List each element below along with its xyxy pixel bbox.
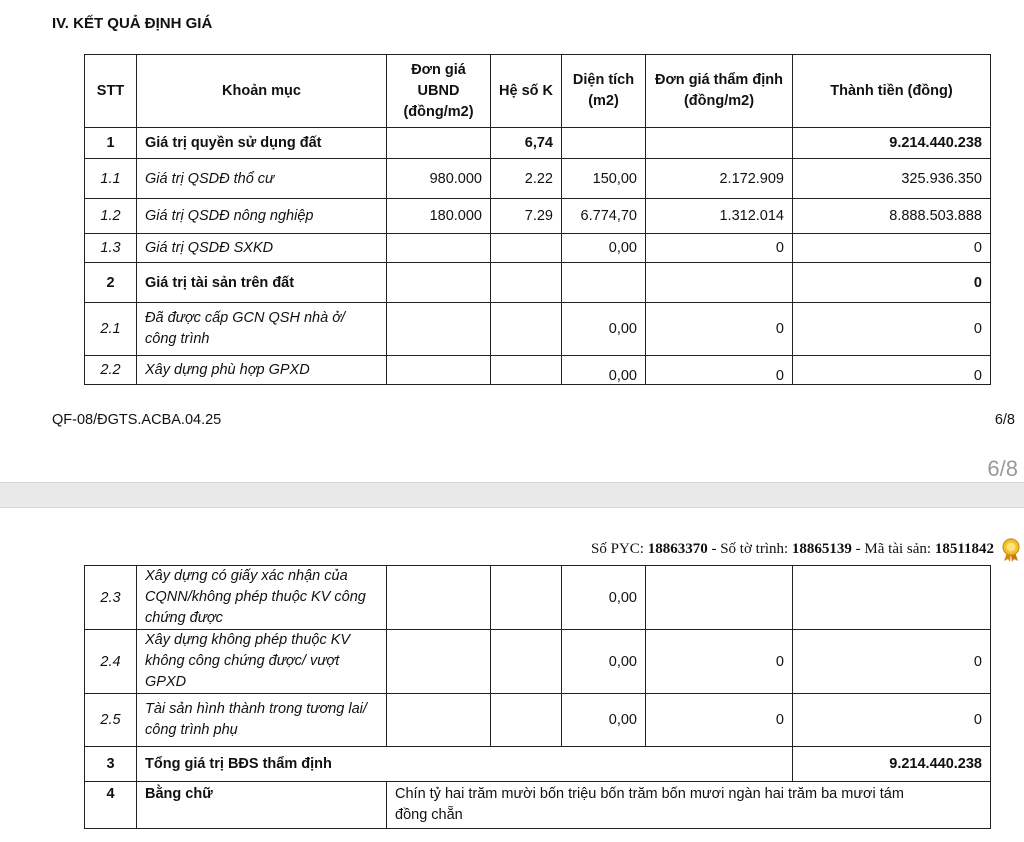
table-header-row — [85, 55, 991, 128]
row-don-gia: 180.000 — [387, 199, 491, 234]
row-item: Giá trị QSDĐ nông nghiệp — [137, 199, 387, 234]
row-don-gia-td — [646, 128, 793, 159]
row-thanh-tien: 0 — [793, 694, 991, 747]
total-stt: 3 — [85, 747, 137, 782]
row-thanh-tien: 0 — [793, 234, 991, 263]
row-dien-tich — [562, 128, 646, 159]
table-row — [85, 128, 991, 159]
table-row — [85, 566, 991, 630]
row-don-gia — [387, 234, 491, 263]
row-don-gia — [387, 303, 491, 356]
row-he-so — [491, 694, 562, 747]
row-thanh-tien: 325.936.350 — [793, 159, 991, 199]
pyc-label: Số PYC: — [591, 541, 648, 557]
row-don-gia-td — [646, 263, 793, 303]
row-item: Tài sản hình thành trong tương lai/ công trình phụ — [137, 694, 387, 747]
header-don-gia-ubnd: Đơn giá UBND (đồng/m2) — [387, 55, 491, 128]
row-thanh-tien: 0 — [793, 263, 991, 303]
row-don-gia-td: 0 — [646, 303, 793, 356]
table-row — [85, 356, 991, 385]
viewer-band — [0, 452, 1024, 482]
row-dien-tich — [562, 263, 646, 303]
row-he-so — [491, 234, 562, 263]
row-don-gia — [387, 356, 491, 385]
taisan-value: 18511842 — [934, 541, 994, 557]
gold-seal-icon — [1000, 538, 1022, 562]
form-code: QF-08/ĐGTS.ACBA.04.25 — [52, 412, 222, 428]
row-stt: 2.2 — [85, 356, 137, 385]
row-dien-tich: 0,00 — [562, 234, 646, 263]
row-don-gia — [387, 630, 491, 694]
row-don-gia-td: 0 — [646, 694, 793, 747]
row-dien-tich: 0,00 — [562, 566, 646, 630]
row-stt: 2.1 — [85, 303, 137, 356]
page-number: 6/8 — [994, 412, 1015, 428]
header-don-gia-tham-dinh: Đơn giá thẩm định (đồng/m2) — [646, 55, 793, 128]
row-thanh-tien: 0 — [793, 630, 991, 694]
total-row — [85, 747, 991, 782]
row-stt: 2.3 — [85, 566, 137, 630]
row-stt: 2 — [85, 263, 137, 303]
amount-in-words: Chín tỷ hai trăm mười bốn triệu bốn trăm bốn mươi ngàn hai trăm ba mươi tám đồng chẵn — [387, 782, 991, 829]
table-row — [85, 694, 991, 747]
table-row — [85, 263, 991, 303]
total-value: 9.214.440.238 — [793, 747, 991, 782]
row-item: Giá trị QSDĐ thổ cư — [137, 159, 387, 199]
totrinh-label: - Số tờ trình: — [707, 541, 792, 557]
table-row — [85, 630, 991, 694]
row-don-gia-td — [646, 566, 793, 630]
table-row — [85, 303, 991, 356]
header-stt: STT — [85, 55, 137, 128]
row-item: Giá trị tài sản trên đất — [137, 263, 387, 303]
words-label: Bằng chữ — [137, 782, 387, 829]
row-thanh-tien: 0 — [793, 356, 991, 385]
row-item: Giá trị QSDĐ SXKD — [137, 234, 387, 263]
total-label: Tổng giá trị BĐS thẩm định — [137, 747, 793, 782]
row-item: Xây dựng có giấy xác nhận của CQNN/không phép thuộc KV công chứng được — [137, 566, 387, 630]
totrinh-value: 18865139 — [791, 541, 852, 557]
row-dien-tich: 0,00 — [562, 694, 646, 747]
row-dien-tich: 0,00 — [562, 303, 646, 356]
row-he-so: 7.29 — [491, 199, 562, 234]
row-don-gia — [387, 566, 491, 630]
row-he-so: 2.22 — [491, 159, 562, 199]
row-stt: 2.5 — [85, 694, 137, 747]
row-stt: 1.1 — [85, 159, 137, 199]
row-don-gia-td: 0 — [646, 234, 793, 263]
valuation-table — [84, 54, 991, 385]
row-dien-tich: 150,00 — [562, 159, 646, 199]
row-item: Xây dựng không phép thuộc KV không công chứng được/ vượt GPXD — [137, 630, 387, 694]
row-thanh-tien: 8.888.503.888 — [793, 199, 991, 234]
row-item: Đã được cấp GCN QSH nhà ở/ công trình — [137, 303, 387, 356]
row-don-gia-td: 0 — [646, 630, 793, 694]
row-dien-tich: 0,00 — [562, 630, 646, 694]
page-separator — [0, 482, 1024, 508]
row-don-gia — [387, 128, 491, 159]
row-don-gia-td: 2.172.909 — [646, 159, 793, 199]
row-stt: 1.2 — [85, 199, 137, 234]
table-row — [85, 234, 991, 263]
row-stt: 1 — [85, 128, 137, 159]
row-he-so — [491, 263, 562, 303]
row-dien-tich: 6.774,70 — [562, 199, 646, 234]
row-item: Xây dựng phù hợp GPXD — [137, 356, 387, 385]
row-don-gia-td: 1.312.014 — [646, 199, 793, 234]
row-don-gia — [387, 694, 491, 747]
reference-line — [591, 541, 994, 558]
row-thanh-tien: 9.214.440.238 — [793, 128, 991, 159]
row-don-gia-td: 0 — [646, 356, 793, 385]
valuation-table-continued — [84, 565, 991, 829]
row-item: Giá trị quyền sử dụng đất — [137, 128, 387, 159]
row-he-so — [491, 356, 562, 385]
taisan-label: - Mã tài sản: — [851, 541, 935, 557]
words-row — [85, 782, 991, 829]
row-stt: 1.3 — [85, 234, 137, 263]
pyc-value: 18863370 — [647, 541, 708, 557]
row-don-gia — [387, 263, 491, 303]
header-dien-tich: Diện tích (m2) — [562, 55, 646, 128]
row-thanh-tien: 0 — [793, 303, 991, 356]
row-stt: 2.4 — [85, 630, 137, 694]
row-he-so — [491, 566, 562, 630]
row-thanh-tien — [793, 566, 991, 630]
table-row — [85, 199, 991, 234]
row-don-gia: 980.000 — [387, 159, 491, 199]
header-thanh-tien: Thành tiền (đồng) — [793, 55, 991, 128]
row-he-so — [491, 630, 562, 694]
row-he-so — [491, 303, 562, 356]
row-dien-tich: 0,00 — [562, 356, 646, 385]
header-he-so-k: Hệ số K — [491, 55, 562, 128]
table-row — [85, 159, 991, 199]
words-stt: 4 — [85, 782, 137, 829]
section-title: IV. KẾT QUẢ ĐỊNH GIÁ — [52, 15, 213, 32]
viewer-page-indicator: 6/8 — [987, 456, 1018, 481]
row-he-so: 6,74 — [491, 128, 562, 159]
header-khoan-muc: Khoản mục — [137, 55, 387, 128]
